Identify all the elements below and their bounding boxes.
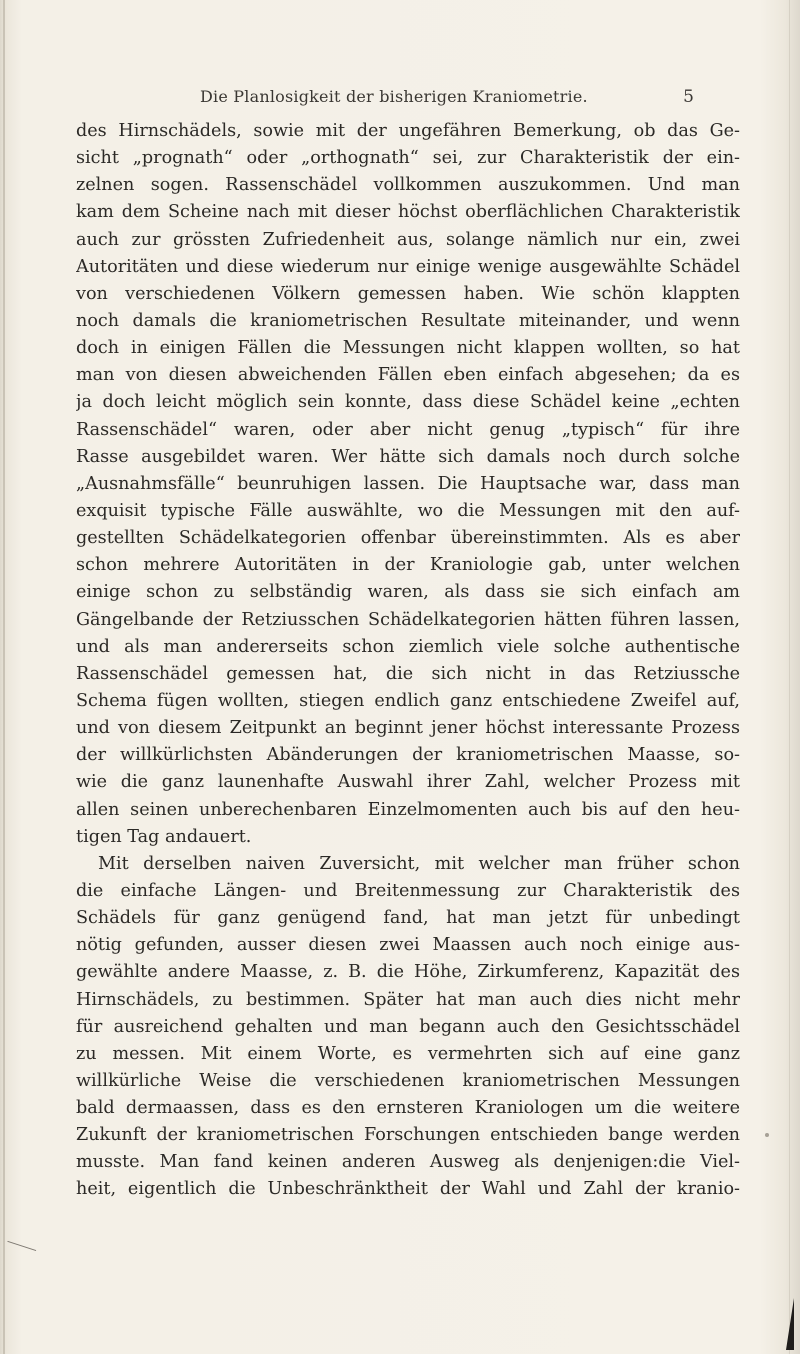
- text-line: Autoritäten und diese wiederum nur einige wenige ausgewählte Schädel: [76, 256, 740, 277]
- text-line: gewählte andere Maasse, z. B. die Höhe, Zirkumferenz, Kapazität des: [76, 962, 740, 983]
- text-line: „Ausnahmsfälle“ beunruhigen lassen. Die Hauptsache war, dass man: [76, 473, 740, 494]
- paper-spot: [765, 1133, 769, 1137]
- text-line: willkürliche Weise die verschiedenen kraniometrischen Messungen: [76, 1070, 740, 1091]
- text-line: Rassenschädel gemessen hat, die sich nicht in das Retziussche: [76, 663, 740, 684]
- text-line: des Hirnschädels, sowie mit der ungefähren Bemerkung, ob das Ge-: [76, 121, 740, 141]
- body-text: [76, 118, 740, 1204]
- text-line: auch zur grössten Zufriedenheit aus, solange nämlich nur ein, zwei: [76, 229, 740, 250]
- text-line: einige schon zu selbständig waren, als dass sie sich einfach am: [76, 582, 740, 603]
- text-line: nötig gefunden, ausser diesen zwei Maassen auch noch einige aus-: [76, 935, 740, 956]
- text-line: für ausreichend gehalten und man begann auch den Gesichtsschädel: [76, 1016, 740, 1037]
- text-line: und als man andererseits schon ziemlich viele solche authentische: [76, 636, 740, 657]
- text-line: schon mehrere Autoritäten in der Kraniologie gab, unter welchen: [76, 555, 740, 576]
- text-line: Zukunft der kraniometrischen Forschungen entschieden bange werden: [76, 1125, 740, 1146]
- text-line: die einfache Längen- und Breitenmessung zur Charakteristik des: [76, 880, 740, 901]
- text-line: zelnen sogen. Rassenschädel vollkommen auszukommen. Und man: [76, 175, 740, 196]
- text-line: wie die ganz launenhafte Auswahl ihrer Zahl, welcher Prozess mit: [76, 772, 740, 793]
- text-line: Hirnschädels, zu bestimmen. Später hat man auch dies nicht mehr: [76, 989, 740, 1010]
- text-line: doch in einigen Fällen die Messungen nicht klappen wollten, so hat: [76, 338, 740, 359]
- text-line: Schädels für ganz genügend fand, hat man jetzt für unbedingt: [76, 908, 740, 929]
- text-line: noch damals die kraniometrischen Resultate miteinander, und wenn: [76, 310, 740, 331]
- paragraph-1: [76, 118, 740, 851]
- text-line: gestellten Schädelkategorien offenbar übereinstimmten. Als es aber: [76, 528, 740, 549]
- page-number: 5: [683, 87, 694, 107]
- text-line: Rasse ausgebildet waren. Wer hätte sich damals noch durch solche: [76, 446, 740, 467]
- text-line: exquisit typische Fälle auswählte, wo die Messungen mit den auf-: [76, 500, 740, 521]
- page-corner-mark: [786, 1298, 794, 1350]
- text-line: tigen Tag andauert.: [76, 826, 252, 847]
- text-line: und von diesem Zeitpunkt an beginnt jener höchst interessante Prozess: [76, 718, 740, 739]
- text-line: Rassenschädel“ waren, oder aber nicht genug „typisch“ für ihre: [76, 419, 740, 440]
- text-line: der willkürlichsten Abänderungen der kraniometrischen Maasse, so-: [76, 745, 740, 766]
- text-line: Mit derselben naiven Zuversicht, mit welcher man früher schon: [98, 853, 740, 874]
- text-line: allen seinen unberechenbaren Einzelmomenten auch bis auf den heu-: [76, 799, 740, 820]
- scan-right-edge: [789, 0, 790, 1354]
- pencil-mark: [2, 1241, 36, 1268]
- text-line: Gängelbande der Retziusschen Schädelkategorien hätten führen lassen,: [76, 609, 740, 630]
- text-line: musste. Man fand keinen anderen Ausweg als denjenigen:die Viel-: [76, 1152, 740, 1173]
- running-title: Die Planlosigkeit der bisherigen Kraniometrie.: [200, 87, 588, 106]
- text-line: zu messen. Mit einem Worte, es vermehrten sich auf eine ganz: [76, 1043, 740, 1064]
- paragraph-2: [76, 851, 740, 1204]
- text-line: bald dermaassen, dass es den ernsteren Kraniologen um die weitere: [76, 1098, 740, 1119]
- text-line: ja doch leicht möglich sein konnte, dass diese Schädel keine „echten: [76, 392, 740, 413]
- text-line: von verschiedenen Völkern gemessen haben. Wie schön klappten: [76, 283, 740, 304]
- text-line: Schema fügen wollten, stiegen endlich ganz entschiedene Zweifel auf,: [76, 690, 740, 711]
- text-line: kam dem Scheine nach mit dieser höchst oberflächlichen Charakteristik: [76, 202, 740, 223]
- text-line: man von diesen abweichenden Fällen eben einfach abgesehen; da es: [76, 365, 740, 386]
- running-header: [100, 87, 700, 111]
- scan-left-edge: [3, 0, 5, 1354]
- text-line: heit, eigentlich die Unbeschränktheit der Wahl und Zahl der kranio-: [76, 1179, 740, 1200]
- text-line: sicht „prognath“ oder „orthognath“ sei, zur Charakteristik der ein-: [76, 148, 740, 169]
